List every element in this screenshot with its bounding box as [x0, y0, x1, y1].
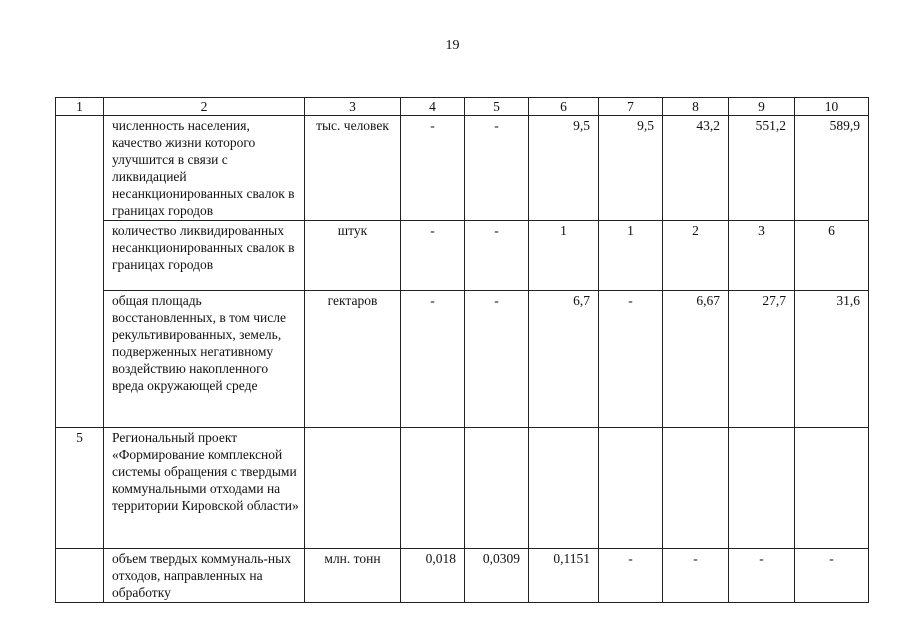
- row-index-cell: [56, 116, 104, 428]
- value-cell: 551,2: [729, 116, 795, 221]
- table-row: [56, 291, 869, 428]
- value-cell: 31,6: [795, 291, 869, 428]
- column-header: 5: [465, 98, 529, 116]
- value-cell: 9,5: [599, 116, 663, 221]
- value-cell: 6,7: [529, 291, 599, 428]
- unit-cell: штук: [305, 221, 401, 291]
- value-cell: 9,5: [529, 116, 599, 221]
- column-header: 10: [795, 98, 869, 116]
- value-cell: 0,0309: [465, 549, 529, 603]
- column-header: 6: [529, 98, 599, 116]
- row-index-cell: [56, 549, 104, 603]
- unit-cell: тыс. человек: [305, 116, 401, 221]
- value-cell: 43,2: [663, 116, 729, 221]
- indicators-table: [55, 97, 869, 603]
- value-cell: -: [401, 291, 465, 428]
- description-cell: численность населения, качество жизни которого улучшится в связи с ликвидацией несанкционированных свалок в границах городов: [104, 116, 305, 221]
- value-cell: [795, 428, 869, 549]
- unit-cell: млн. тонн: [305, 549, 401, 603]
- value-cell: -: [663, 549, 729, 603]
- column-header: 1: [56, 98, 104, 116]
- value-cell: -: [729, 549, 795, 603]
- column-header: 2: [104, 98, 305, 116]
- value-cell: -: [465, 291, 529, 428]
- table-row: [56, 116, 869, 221]
- table-row: [56, 428, 869, 549]
- column-header: 4: [401, 98, 465, 116]
- description-cell: объем твердых коммуналь-ных отходов, направленных на обработку: [104, 549, 305, 603]
- value-cell: 1: [529, 221, 599, 291]
- table-row: [56, 549, 869, 603]
- value-cell: 6: [795, 221, 869, 291]
- value-cell: -: [599, 291, 663, 428]
- column-header: 8: [663, 98, 729, 116]
- unit-cell: [305, 428, 401, 549]
- description-cell: Региональный проект «Формирование комплексной системы обращения с твердыми коммунальными отходами на территории Кировской области»: [104, 428, 305, 549]
- column-header: 9: [729, 98, 795, 116]
- column-header: 7: [599, 98, 663, 116]
- column-header: 3: [305, 98, 401, 116]
- value-cell: 3: [729, 221, 795, 291]
- table-row: [56, 221, 869, 291]
- value-cell: -: [401, 116, 465, 221]
- value-cell: 0,018: [401, 549, 465, 603]
- value-cell: [663, 428, 729, 549]
- value-cell: [465, 428, 529, 549]
- value-cell: -: [465, 116, 529, 221]
- value-cell: 2: [663, 221, 729, 291]
- value-cell: -: [465, 221, 529, 291]
- description-cell: количество ликвидированных несанкционированных свалок в границах городов: [104, 221, 305, 291]
- value-cell: 1: [599, 221, 663, 291]
- value-cell: [401, 428, 465, 549]
- value-cell: [729, 428, 795, 549]
- page-number: 19: [445, 38, 460, 53]
- unit-cell: гектаров: [305, 291, 401, 428]
- description-cell: общая площадь восстановленных, в том числе рекультивированных, земель, подверженных негативному воздействию накопленного вреда окружающей среде: [104, 291, 305, 428]
- value-cell: -: [401, 221, 465, 291]
- row-index-cell: 5: [56, 428, 104, 549]
- value-cell: -: [599, 549, 663, 603]
- value-cell: 589,9: [795, 116, 869, 221]
- value-cell: 0,1151: [529, 549, 599, 603]
- value-cell: -: [795, 549, 869, 603]
- value-cell: 27,7: [729, 291, 795, 428]
- value-cell: 6,67: [663, 291, 729, 428]
- value-cell: [529, 428, 599, 549]
- value-cell: [599, 428, 663, 549]
- header-row: [56, 98, 869, 116]
